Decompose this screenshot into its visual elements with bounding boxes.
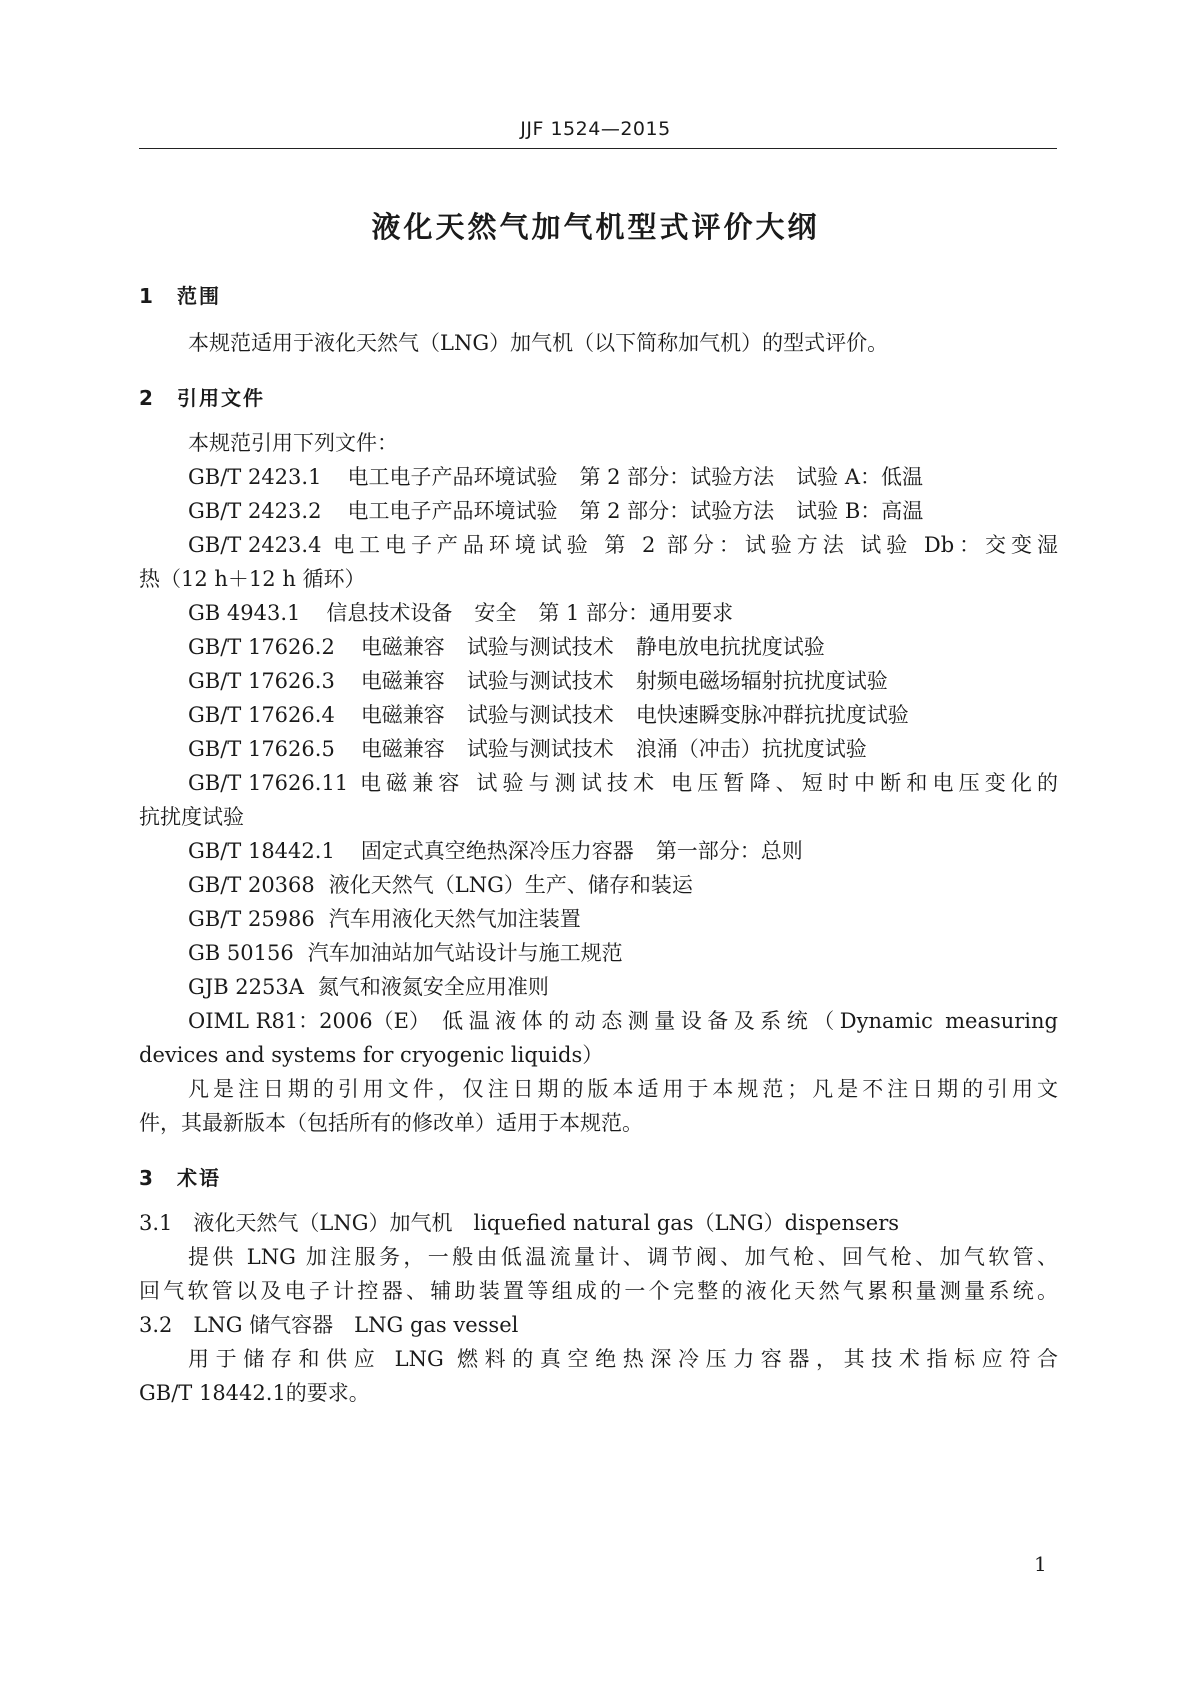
reference-code: GB/T 17626.4 — [188, 703, 335, 727]
reference-continuation: devices and systems for cryogenic liquids） — [139, 1043, 604, 1067]
reference-item — [188, 841, 803, 862]
reference-part: 第 2 部分：试验方法 — [579, 465, 775, 489]
section-number: 3 — [139, 1166, 155, 1190]
reference-item — [188, 705, 909, 726]
term-3-1-definition-line-2: 回气软管以及电子计控器、辅助装置等组成的一个完整的液化天然气累积量测量系统。 — [139, 1279, 1058, 1303]
reference-code: GB/T 2423.1 — [188, 465, 322, 489]
reference-code: GB/T 2423.2 — [188, 499, 322, 523]
references-closing-line-1: 凡是注日期的引用文件，仅注日期的版本适用于本规范；凡是不注日期的引用文 — [188, 1077, 1058, 1101]
reference-code: GJB 2253A — [188, 975, 304, 999]
reference-code: GB/T 17626.5 — [188, 737, 335, 761]
reference-part: 电工电子产品环境试验 — [333, 533, 593, 557]
reference-item — [188, 773, 1058, 794]
reference-part: 试验与测试技术 — [466, 737, 614, 761]
reference-part: 试验与测试技术 — [466, 635, 614, 659]
section-title: 范围 — [177, 284, 221, 308]
reference-item — [188, 535, 1058, 556]
reference-part: 安全 — [474, 601, 517, 625]
reference-part: 液化天然气（LNG）生产、储存和装运 — [328, 873, 693, 897]
section-2-heading — [139, 382, 265, 411]
section-3-heading — [139, 1162, 221, 1191]
reference-part: 第 1 部分：通用要求 — [538, 601, 734, 625]
reference-part: 电工电子产品环境试验 — [347, 465, 558, 489]
section-1-text: 本规范适用于液化天然气（LNG）加气机（以下简称加气机）的型式评价。 — [188, 331, 889, 355]
reference-part: 电工电子产品环境试验 — [347, 499, 558, 523]
reference-item — [188, 739, 867, 760]
reference-item — [188, 909, 581, 930]
term-3-2-definition-line-1: 用于储存和供应 LNG 燃料的真空绝热深冷压力容器，其技术指标应符合 — [188, 1347, 1058, 1371]
reference-code: GB/T 17626.11 — [188, 771, 349, 795]
reference-item — [188, 977, 549, 998]
reference-item — [188, 671, 888, 692]
reference-part: 第 2 部分：试验方法 — [604, 533, 849, 557]
reference-part: 第一部分：总则 — [655, 839, 803, 863]
document-title: 液化天然气加气机型式评价大纲 — [371, 210, 820, 244]
reference-part: 电磁兼容 — [360, 635, 445, 659]
reference-item — [188, 501, 923, 522]
reference-part: 汽车用液化天然气加注装置 — [328, 907, 581, 931]
reference-part: 电磁兼容 — [360, 703, 445, 727]
reference-part: 试验 A：低温 — [796, 465, 924, 489]
references-closing-line-2: 件，其最新版本（包括所有的修改单）适用于本规范。 — [139, 1111, 643, 1135]
reference-part: 试验与测试技术 — [466, 703, 614, 727]
standard-code-header: JJF 1524—2015 — [520, 118, 671, 140]
reference-part: 电磁兼容 — [359, 771, 465, 795]
reference-code: GB 4943.1 — [188, 601, 301, 625]
reference-code: GB/T 18442.1 — [188, 839, 335, 863]
reference-part: 电快速瞬变脉冲群抗扰度试验 — [635, 703, 909, 727]
reference-code: GB/T 17626.3 — [188, 669, 335, 693]
term-3-1-definition-line-1: 提供 LNG 加注服务，一般由低温流量计、调节阀、加气枪、回气枪、加气软管、 — [188, 1245, 1058, 1269]
reference-part: 试验 B：高温 — [796, 499, 924, 523]
section-title: 引用文件 — [177, 386, 265, 410]
reference-item — [188, 1011, 1058, 1032]
section-1-heading — [139, 280, 221, 309]
reference-code: GB/T 25986 — [188, 907, 315, 931]
reference-part: 试验 Db：交变湿 — [860, 533, 1058, 557]
reference-item — [188, 467, 923, 488]
reference-part: 固定式真空绝热深冷压力容器 — [360, 839, 634, 863]
term-3-1-heading: 3.1 液化天然气（LNG）加气机 liquefied natural gas（LNG）dispensers — [139, 1211, 900, 1235]
reference-part: 电磁兼容 — [360, 669, 445, 693]
reference-part: 试验与测试技术 — [466, 669, 614, 693]
reference-part: 射频电磁场辐射抗扰度试验 — [635, 669, 888, 693]
reference-code: GB/T 17626.2 — [188, 635, 335, 659]
section-number: 1 — [139, 284, 155, 308]
reference-part: 信息技术设备 — [326, 601, 453, 625]
header-rule — [139, 148, 1057, 149]
reference-part: 试验与测试技术 — [476, 771, 660, 795]
reference-code: OIML R81：2006（E） — [188, 1009, 430, 1033]
reference-part: 浪涌（冲击）抗扰度试验 — [635, 737, 867, 761]
reference-part: 氮气和液氮安全应用准则 — [317, 975, 549, 999]
reference-code: GB/T 20368 — [188, 873, 315, 897]
reference-item — [188, 603, 733, 624]
section-number: 2 — [139, 386, 155, 410]
reference-part: 电压暂降、短时中断和电压变化的 — [671, 771, 1058, 795]
reference-item — [188, 943, 623, 964]
reference-continuation: 抗扰度试验 — [139, 805, 244, 829]
reference-code: GB/T 2423.4 — [188, 533, 322, 557]
term-3-2-heading: 3.2 LNG 储气容器 LNG gas vessel — [139, 1313, 519, 1337]
reference-continuation: 热（12 h＋12 h 循环） — [139, 567, 366, 591]
reference-part: 静电放电抗扰度试验 — [635, 635, 825, 659]
reference-code: GB 50156 — [188, 941, 294, 965]
reference-item — [188, 637, 825, 658]
reference-item — [188, 875, 693, 896]
reference-part: 电磁兼容 — [360, 737, 445, 761]
references-intro: 本规范引用下列文件： — [188, 431, 398, 455]
reference-part: 低温液体的动态测量设备及系统（Dynamic measuring — [442, 1009, 1058, 1033]
page-number: 1 — [1034, 1552, 1047, 1576]
reference-part: 汽车加油站加气站设计与施工规范 — [307, 941, 623, 965]
term-3-2-definition-line-2: GB/T 18442.1的要求。 — [139, 1381, 370, 1405]
reference-part: 第 2 部分：试验方法 — [579, 499, 775, 523]
section-title: 术语 — [177, 1166, 221, 1190]
